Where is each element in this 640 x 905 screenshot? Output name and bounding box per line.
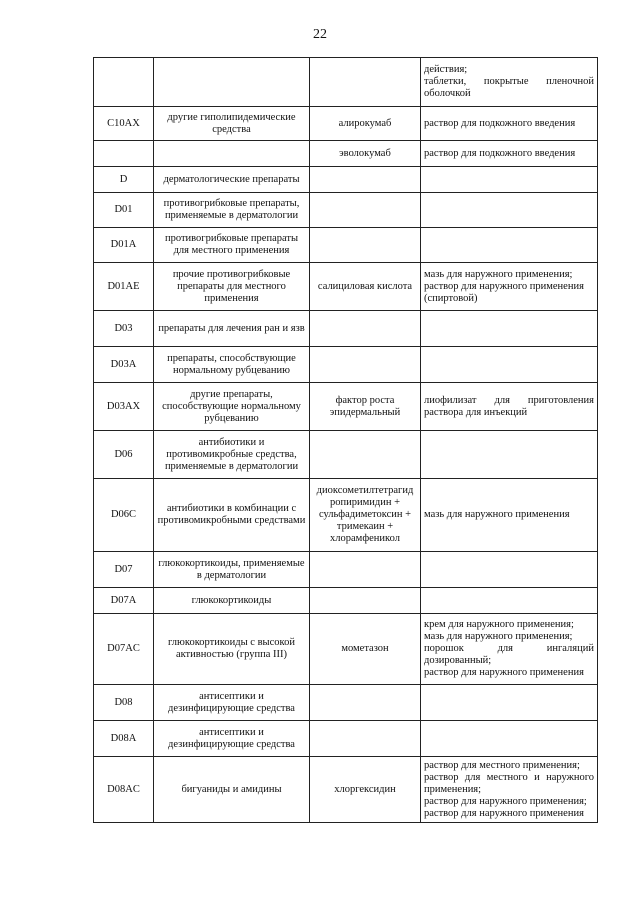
dosage-form-cell xyxy=(421,193,598,228)
dosage-form-cell: раствор для подкожного введения xyxy=(421,107,598,141)
table-row xyxy=(94,721,598,757)
drug-name-cell: мометазон xyxy=(310,614,421,685)
table-row xyxy=(94,58,598,107)
dosage-form-cell xyxy=(421,228,598,263)
drug-name-cell: салициловая кислота xyxy=(310,263,421,311)
dosage-form-cell: действия; таблетки, покрытые пленочной оболочкой xyxy=(421,58,598,107)
dosage-form-cell: мазь для наружного применения xyxy=(421,479,598,552)
drug-name-cell xyxy=(310,721,421,757)
atc-code-cell: D03A xyxy=(94,347,154,383)
group-cell: бигуаниды и амидины xyxy=(154,757,310,823)
atc-code-cell: D01 xyxy=(94,193,154,228)
group-cell: прочие противогрибковые препараты для местного применения xyxy=(154,263,310,311)
page-number: 22 xyxy=(313,27,327,42)
dosage-form-cell: крем для наружного применения; мазь для наружного применения; порошок для ингаляций дозированный; раствор для наружного применения xyxy=(421,614,598,685)
group-cell xyxy=(154,58,310,107)
drug-name-cell xyxy=(310,167,421,193)
atc-code-cell: D07 xyxy=(94,552,154,588)
drug-name-cell xyxy=(310,58,421,107)
atc-code-cell: D xyxy=(94,167,154,193)
table-row xyxy=(94,552,598,588)
table-row xyxy=(94,263,598,311)
table-row xyxy=(94,614,598,685)
atc-code-cell: D01AE xyxy=(94,263,154,311)
group-cell: другие гиполипидемические средства xyxy=(154,107,310,141)
table-row xyxy=(94,588,598,614)
group-cell xyxy=(154,141,310,167)
group-cell: препараты для лечения ран и язв xyxy=(154,311,310,347)
atc-code-cell: D08 xyxy=(94,685,154,721)
table-row xyxy=(94,757,598,823)
dosage-form-cell xyxy=(421,552,598,588)
dosage-form-cell xyxy=(421,311,598,347)
group-cell: глюкокортикоиды, применяемые в дерматологии xyxy=(154,552,310,588)
group-cell: препараты, способствующие нормальному рубцеванию xyxy=(154,347,310,383)
drug-name-cell xyxy=(310,685,421,721)
group-cell: глюкокортикоиды с высокой активностью (группа III) xyxy=(154,614,310,685)
atc-code-cell: D03 xyxy=(94,311,154,347)
group-cell: дерматологические препараты xyxy=(154,167,310,193)
drug-name-cell xyxy=(310,431,421,479)
drug-name-cell xyxy=(310,552,421,588)
dosage-form-cell: раствор для местного применения; раствор для местного и наружного применения; раствор для наружного применения; раствор для наружного применения xyxy=(421,757,598,823)
drug-name-cell xyxy=(310,228,421,263)
drug-name-cell xyxy=(310,588,421,614)
atc-code-cell xyxy=(94,58,154,107)
group-cell: противогрибковые препараты для местного применения xyxy=(154,228,310,263)
dosage-form-cell xyxy=(421,588,598,614)
dosage-form-cell: раствор для подкожного введения xyxy=(421,141,598,167)
group-cell: антисептики и дезинфицирующие средства xyxy=(154,721,310,757)
atc-code-cell: C10AX xyxy=(94,107,154,141)
drug-name-cell: эволокумаб xyxy=(310,141,421,167)
group-cell: антисептики и дезинфицирующие средства xyxy=(154,685,310,721)
atc-code-cell: D08AC xyxy=(94,757,154,823)
group-cell: противогрибковые препараты, применяемые в дерматологии xyxy=(154,193,310,228)
atc-code-cell: D07AC xyxy=(94,614,154,685)
dosage-form-cell xyxy=(421,431,598,479)
atc-code-cell: D06C xyxy=(94,479,154,552)
drug-name-cell: хлоргексидин xyxy=(310,757,421,823)
dosage-form-cell xyxy=(421,685,598,721)
table-row xyxy=(94,383,598,431)
table-row xyxy=(94,228,598,263)
table-row xyxy=(94,311,598,347)
atc-code-cell xyxy=(94,141,154,167)
atc-code-cell: D06 xyxy=(94,431,154,479)
drug-table xyxy=(93,57,598,823)
drug-name-cell xyxy=(310,311,421,347)
atc-code-cell: D01A xyxy=(94,228,154,263)
atc-code-cell: D03AX xyxy=(94,383,154,431)
drug-name-cell: диоксометилтетрагид ропиримидин + сульфадиметоксин + тримекаин + хлорамфеникол xyxy=(310,479,421,552)
group-cell: глюкокортикоиды xyxy=(154,588,310,614)
group-cell: антибиотики в комбинации с противомикробными средствами xyxy=(154,479,310,552)
atc-code-cell: D07A xyxy=(94,588,154,614)
table-row xyxy=(94,107,598,141)
dosage-form-cell xyxy=(421,347,598,383)
dosage-form-cell xyxy=(421,721,598,757)
drug-name-cell xyxy=(310,347,421,383)
drug-name-cell xyxy=(310,193,421,228)
drug-name-cell: алирокумаб xyxy=(310,107,421,141)
table-row xyxy=(94,167,598,193)
dosage-form-cell: лиофилизат для приготовления раствора для инъекций xyxy=(421,383,598,431)
table-row xyxy=(94,685,598,721)
dosage-form-cell xyxy=(421,167,598,193)
drug-name-cell: фактор роста эпидермальный xyxy=(310,383,421,431)
table-row xyxy=(94,193,598,228)
dosage-form-cell: мазь для наружного применения; раствор для наружного применения (спиртовой) xyxy=(421,263,598,311)
atc-code-cell: D08A xyxy=(94,721,154,757)
table-row xyxy=(94,479,598,552)
group-cell: другие препараты, способствующие нормальному рубцеванию xyxy=(154,383,310,431)
table-row xyxy=(94,431,598,479)
group-cell: антибиотики и противомикробные средства, применяемые в дерматологии xyxy=(154,431,310,479)
table-row xyxy=(94,141,598,167)
table-row xyxy=(94,347,598,383)
